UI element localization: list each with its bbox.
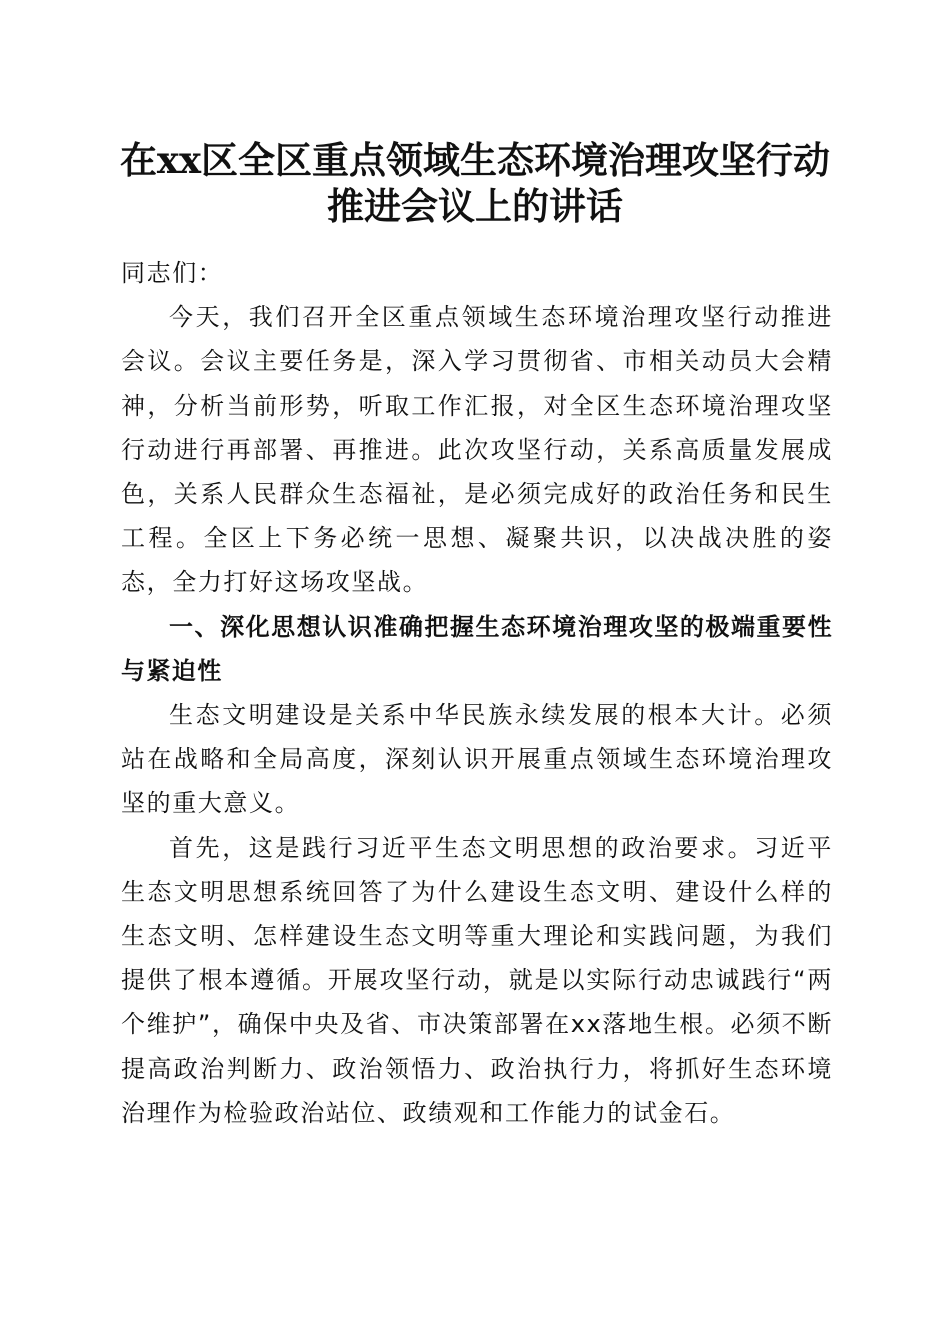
greeting: 同志们： [121, 259, 224, 287]
document-body [121, 251, 833, 1135]
paragraph-section-1-first-point: 首先，这是践行习近平生态文明思想的政治要求。习近平生态文明思想系统回答了为什么建设生态文明、建设什么样的生态文明、怎样建设生态文明等重大理论和实践问题，为我们提供了根本遵循。开展攻坚行动，就是以实际行动忠诚践行“两个维护”，确保中央及省、市决策部署在xx落地生根。必须不断提高政治判断力、政治领悟力、政治执行力，将抓好生态环境治理作为检验政治站位、政绩观和工作能力的试金石。 [121, 833, 833, 1127]
paragraph-section-1-intro: 生态文明建设是关系中华民族永续发展的根本大计。必须站在战略和全局高度，深刻认识开展重点领域生态环境治理攻坚的重大意义。 [121, 701, 833, 818]
document-title-line-2: 推进会议上的讲话 [327, 184, 623, 228]
section-heading-1: 一、深化思想认识准确把握生态环境治理攻坚的极端重要性与紧迫性 [121, 612, 833, 685]
document-title-line-1: 在xx区全区重点领域生态环境治理攻坚行动 [119, 138, 831, 182]
paragraph-opening: 今天，我们召开全区重点领域生态环境治理攻坚行动推进会议。会议主要任务是，深入学习贯彻省、市相关动员大会精神，分析当前形势，听取工作汇报，对全区生态环境治理攻坚行动进行再部署、再推进。此次攻坚行动，关系高质量发展成色，关系人民群众生态福祉，是必须完成好的政治任务和民生工程。全区上下务必统一思想、凝聚共识，以决战决胜的姿态，全力打好这场攻坚战。 [121, 303, 833, 597]
